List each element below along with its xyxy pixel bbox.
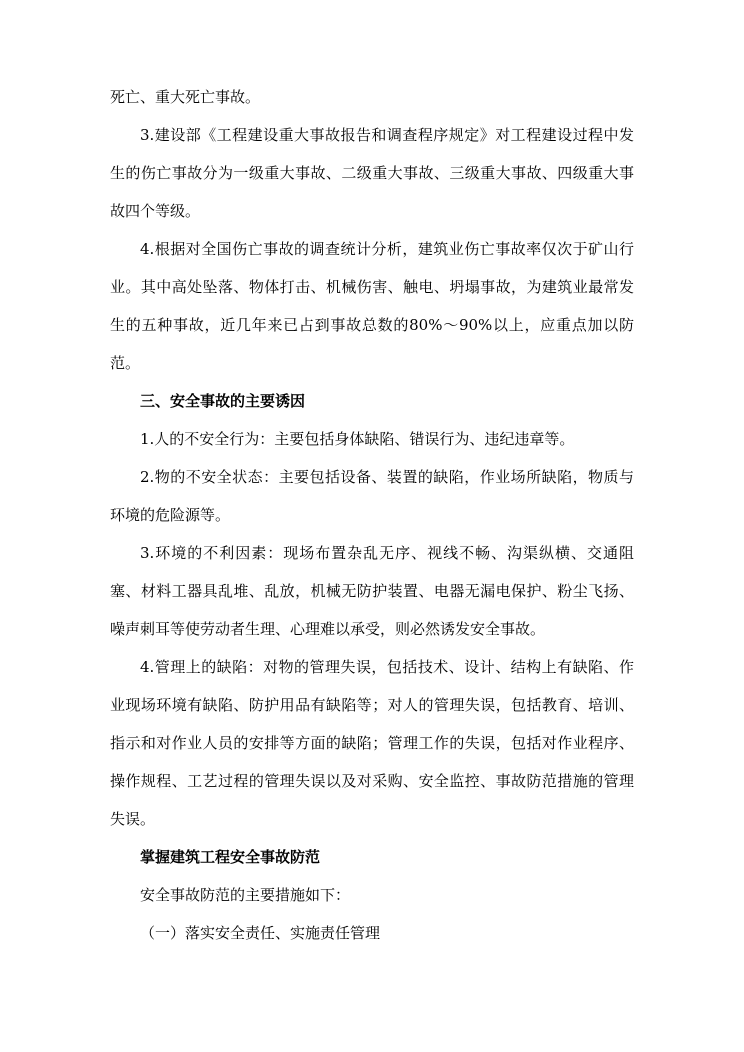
section-heading: 掌握建筑工程安全事故防范 <box>140 848 321 866</box>
section-heading: 三、安全事故的主要诱因 <box>140 392 306 410</box>
paragraph: 3.建设部《工程建设重大事故报告和调查程序规定》对工程建设过程中发生的伤亡事故分为一级重大事故、二级重大事故、三级重大事故、四级重大事故四个等级。 <box>110 126 634 220</box>
paragraph: 4.根据对全国伤亡事故的调查统计分析，建筑业伤亡事故率仅次于矿山行业。其中高处坠落、物体打击、机械伤害、触电、坍塌事故，为建筑业最常发生的五种事故，近几年来已占到事故总数的80%～90%以上，应重点加以防范。 <box>110 240 634 372</box>
paragraph: （一）落实安全责任、实施责任管理 <box>140 924 381 942</box>
paragraph: 1.人的不安全行为：主要包括身体缺陷、错误行为、违纪违章等。 <box>140 430 575 448</box>
paragraph: 安全事故防范的主要措施如下： <box>140 886 351 904</box>
paragraph: 2.物的不安全状态：主要包括设备、装置的缺陷，作业场所缺陷，物质与环境的危险源等。 <box>110 468 634 524</box>
paragraph: 4.管理上的缺陷：对物的管理失误，包括技术、设计、结构上有缺陷、作业现场环境有缺陷、防护用品有缺陷等；对人的管理失误，包括教育、培训、指示和对作业人员的安排等方面的缺陷；管理工作的失误，包括对作业程序、操作规程、工艺过程的管理失误以及对采购、安全监控、事故防范措施的管理失误。 <box>110 658 634 828</box>
paragraph: 3.环境的不利因素：现场布置杂乱无序、视线不畅、沟渠纵横、交通阻塞、材料工器具乱堆、乱放，机械无防护装置、电器无漏电保护、粉尘飞扬、噪声刺耳等使劳动者生理、心理难以承受，则必然诱发安全事故。 <box>110 544 634 638</box>
paragraph-continuation: 死亡、重大死亡事故。 <box>110 88 261 106</box>
